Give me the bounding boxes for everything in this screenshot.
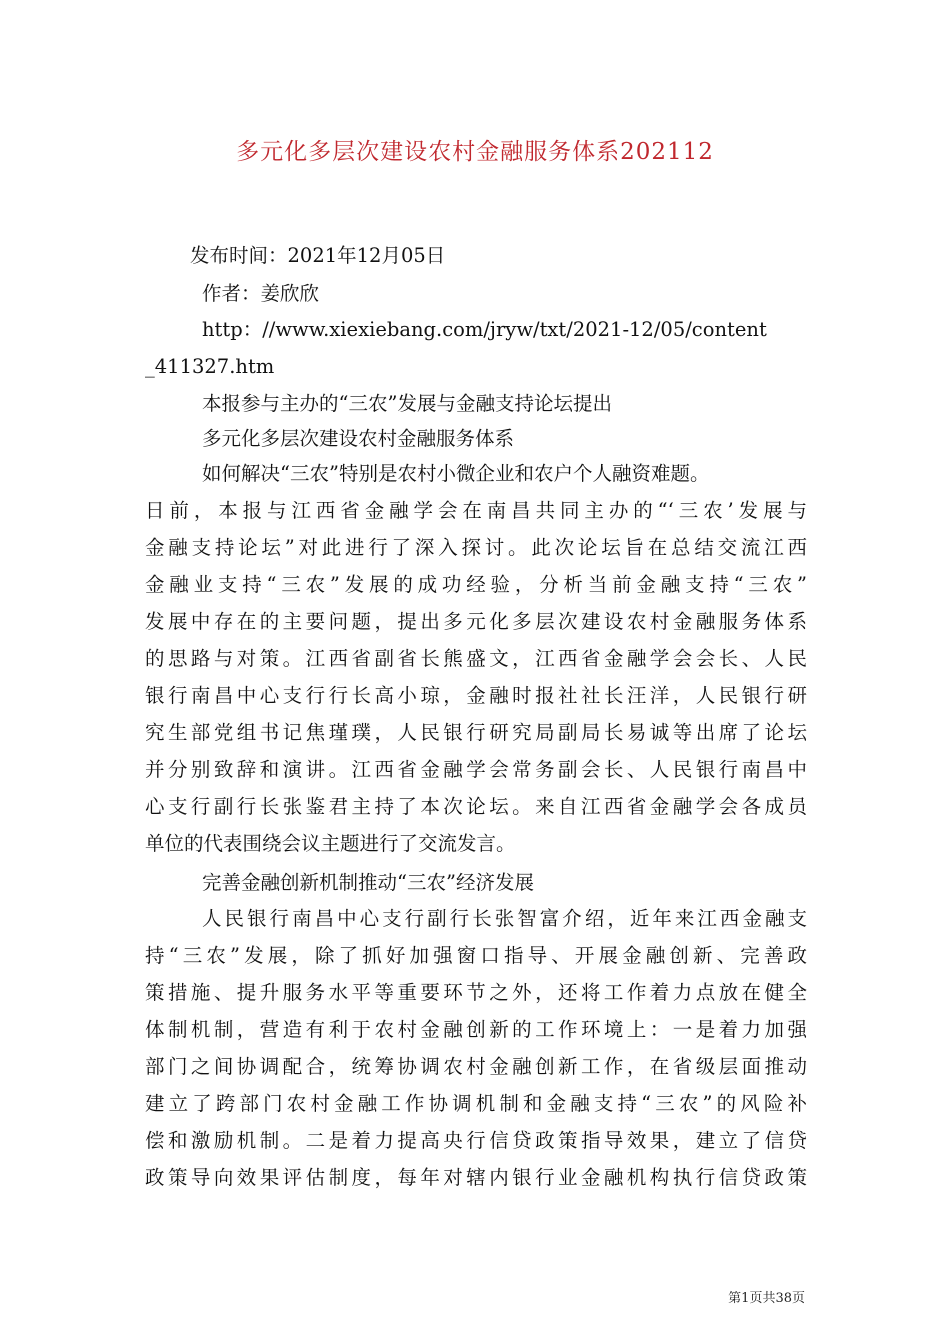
lead-line-1: 本报参与主办的“三农”发展与金融支持论坛提出 (202, 392, 612, 415)
paragraph-line: 金融业支持“三农”发展的成功经验，分析当前金融支持“三农” (145, 573, 807, 596)
page-number: 第1页共38页 (728, 1291, 805, 1306)
author: 作者：姜欣欣 (202, 282, 320, 305)
paragraph-line: 究生部党组书记焦瑾璞，人民银行研究局副局长易诚等出席了论坛 (145, 721, 807, 744)
paragraph-line: 政策导向效果评估制度，每年对辖内银行业金融机构执行信贷政策 (145, 1166, 807, 1189)
paragraph-line: 策措施、提升服务水平等重要环节之外，还将工作着力点放在健全 (145, 981, 807, 1004)
paragraph-line: 体制机制，营造有利于农村金融创新的工作环境上：一是着力加强 (145, 1018, 807, 1041)
lead-line-2: 多元化多层次建设农村金融服务体系 (202, 427, 515, 450)
paragraph-line: 并分别致辞和演讲。江西省金融学会常务副会长、人民银行南昌中 (145, 758, 807, 781)
paragraph-line: 部门之间协调配合，统筹协调农村金融创新工作，在省级层面推动 (145, 1055, 807, 1078)
paragraph-line: 心支行副行长张鉴君主持了本次论坛。来自江西省金融学会各成员 (145, 795, 807, 818)
source-url-line-1: http：//www.xiexiebang.com/jryw/txt/2021-12/05/content (202, 318, 767, 341)
paragraph-line: 银行南昌中心支行行长高小琼，金融时报社社长汪洋，人民银行研 (145, 684, 807, 707)
paragraph-line: 发展中存在的主要问题，提出多元化多层次建设农村金融服务体系 (145, 610, 807, 633)
publish-time: 发布时间：2021年12月05日 (190, 244, 446, 267)
paragraph-line: 持“三农”发展，除了抓好加强窗口指导、开展金融创新、完善政 (145, 944, 807, 967)
paragraph-line: 偿和激励机制。二是着力提高央行信贷政策指导效果，建立了信贷 (145, 1129, 807, 1152)
paragraph-line: 人民银行南昌中心支行副行长张智富介绍，近年来江西金融支 (202, 907, 807, 930)
paragraph-line: 如何解决“三农”特别是农村小微企业和农户个人融资难题。 (202, 462, 710, 485)
document-title: 多元化多层次建设农村金融服务体系202112 (236, 139, 714, 165)
paragraph-line: 单位的代表围绕会议主题进行了交流发言。 (145, 832, 516, 855)
paragraph-line: 日前，本报与江西省金融学会在南昌共同主办的“‘三农’发展与 (145, 499, 807, 522)
section-subheading: 完善金融创新机制推动“三农”经济发展 (202, 871, 534, 894)
paragraph-line: 金融支持论坛”对此进行了深入探讨。此次论坛旨在总结交流江西 (145, 536, 807, 559)
source-url-line-2: _411327.htm (145, 355, 275, 378)
paragraph-line: 的思路与对策。江西省副省长熊盛文，江西省金融学会会长、人民 (145, 647, 807, 670)
paragraph-line: 建立了跨部门农村金融工作协调机制和金融支持“三农”的风险补 (145, 1092, 807, 1115)
